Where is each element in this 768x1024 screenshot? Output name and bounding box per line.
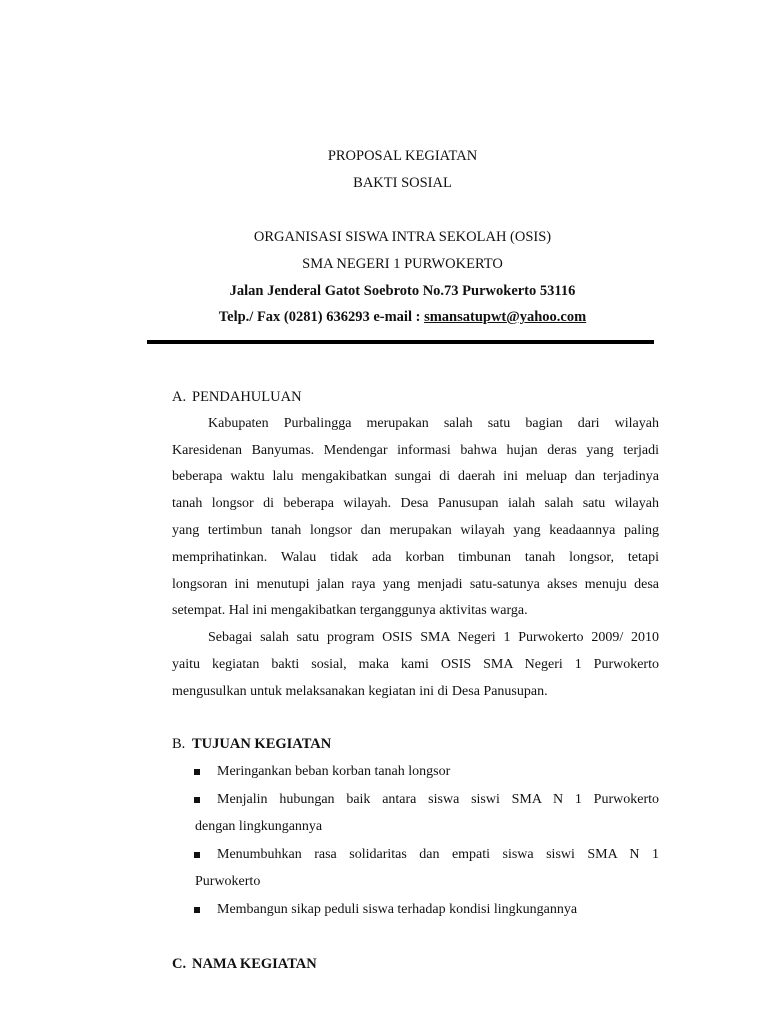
- objective-item: Menjalin hubungan baik antara siswa siswi SMA N 1 Purwokerto: [217, 792, 659, 807]
- section-b-heading: [172, 735, 331, 753]
- objective-item-continuation: Purwokerto: [195, 874, 261, 889]
- paragraph-line: longsoran ini menutupi jalan raya yang menjadi satu-satunya akses menuju desa: [172, 577, 659, 592]
- objective-item: Membangun sikap peduli siswa terhadap kondisi lingkungannya: [217, 902, 578, 917]
- bullet-marker: [194, 852, 200, 858]
- paragraph-line: Sebagai salah satu program OSIS SMA Negeri 1 Purwokerto 2009/ 2010: [208, 630, 659, 645]
- event-title: BAKTI SOSIAL: [353, 175, 452, 191]
- paragraph-line: mengusulkan untuk melaksanakan kegiatan ini di Desa Panusupan.: [172, 684, 548, 699]
- paragraph-line: tanah longsor di beberapa wilayah. Desa Panusupan ialah salah satu wilayah: [172, 496, 659, 511]
- school-contact: [100, 308, 705, 326]
- bullet-marker: [194, 769, 200, 775]
- objective-item: Meringankan beban korban tanah longsor: [217, 764, 451, 779]
- school-address: Jalan Jenderal Gatot Soebroto No.73 Purwokerto 53116: [229, 283, 576, 299]
- bullet-marker: [194, 797, 200, 803]
- section-a-title: PENDAHULUAN: [192, 389, 302, 405]
- school-name: SMA NEGERI 1 PURWOKERTO: [302, 256, 503, 272]
- paragraph-line: memprihatinkan. Walau tidak ada korban timbunan tanah longsor, tetapi: [172, 550, 659, 565]
- paragraph-line: Kabupaten Purbalingga merupakan salah satu bagian dari wilayah: [208, 416, 659, 431]
- section-a-letter: A.: [172, 389, 187, 405]
- objective-item: Menumbuhkan rasa solidaritas dan empati siswa siswi SMA N 1: [217, 847, 659, 862]
- header-divider: [147, 340, 654, 344]
- paragraph-line: setempat. Hal ini mengakibatkan terganggunya aktivitas warga.: [172, 603, 528, 618]
- section-b-letter: B.: [172, 736, 186, 752]
- email-link[interactable]: smansatupwt@yahoo.com: [424, 309, 587, 325]
- paragraph-line: beberapa waktu lalu mengakibatkan sungai di daerah ini meluap dan terjadinya: [172, 469, 659, 484]
- paragraph-line: Karesidenan Banyumas. Mendengar informasi bahwa hujan deras yang terjadi: [172, 443, 659, 458]
- paragraph-line: yang tertimbun tanah longsor dan merupakan wilayah yang keadaannya paling: [172, 523, 659, 538]
- paragraph-line: yaitu kegiatan bakti sosial, maka kami OSIS SMA Negeri 1 Purwokerto: [172, 657, 659, 672]
- proposal-title: PROPOSAL KEGIATAN: [327, 148, 478, 164]
- objective-item-continuation: dengan lingkungannya: [195, 819, 323, 834]
- contact-prefix: Telp./ Fax (0281) 636293 e-mail :: [218, 309, 425, 325]
- section-c-letter: C.: [172, 956, 187, 972]
- section-c-title: NAMA KEGIATAN: [192, 956, 317, 972]
- bullet-marker: [194, 907, 200, 913]
- section-c-heading: [172, 955, 317, 973]
- section-a-heading: [172, 388, 302, 406]
- organization-name: ORGANISASI SISWA INTRA SEKOLAH (OSIS): [253, 229, 552, 245]
- section-b-title: TUJUAN KEGIATAN: [192, 736, 332, 752]
